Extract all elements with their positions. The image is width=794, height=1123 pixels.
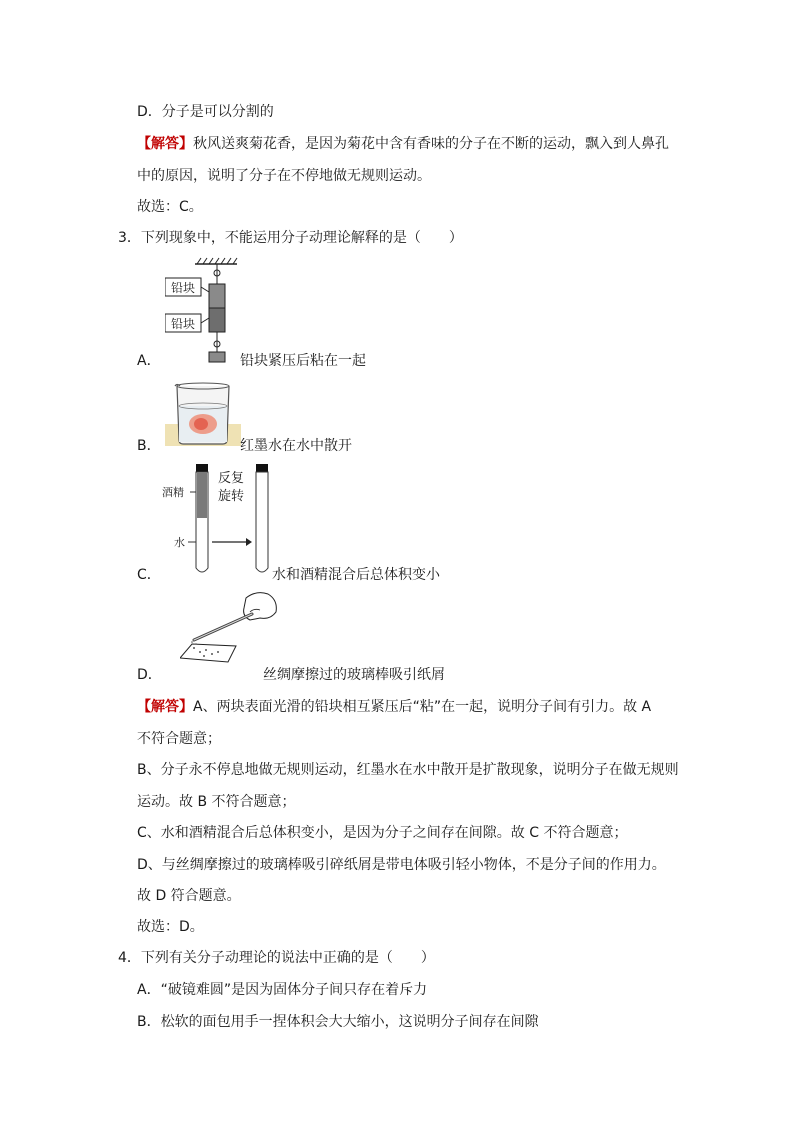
- beaker-figure: [165, 380, 241, 450]
- answer-text: A、两块表面光滑的铅块相互紧压后“粘”在一起，说明分子间有引力。故 A: [193, 699, 652, 715]
- rotate-label-2: 旋转: [218, 489, 245, 504]
- q3-answer-2: 不符合题意；: [137, 731, 221, 747]
- lead-label-1: 铅块: [171, 281, 196, 295]
- q3-option-c-label: C．: [137, 567, 161, 583]
- q3-answer-7: 故 D 符合题意。: [137, 888, 241, 904]
- q2-answer-1: [137, 134, 669, 154]
- q3-answer-6: D、与丝绸摩擦过的玻璃棒吸引碎纸屑是带电体吸引轻小物体，不是分子间的作用力。: [137, 857, 666, 873]
- q4-option-b: B．松软的面包用手一捏体积会大大缩小，这说明分子间存在间隙: [137, 1014, 539, 1030]
- alcohol-label: 酒精: [162, 486, 184, 499]
- q2-answer-2: 中的原因，说明了分子在不停地做无规则运动。: [137, 168, 431, 184]
- lead-block-figure: [165, 256, 245, 368]
- q3-answer-1: [137, 697, 651, 717]
- tube-figure: [162, 462, 282, 580]
- q3-option-a-label: A．: [137, 353, 161, 369]
- q3-option-d-label: D．: [137, 667, 162, 683]
- q2-option-d: D．分子是可以分割的: [137, 104, 274, 120]
- lead-label-2: 铅块: [171, 317, 196, 331]
- q4-stem: 4．下列有关分子动理论的说法中正确的是（ ）: [118, 950, 435, 966]
- answer-tag: 【解答】: [137, 136, 193, 152]
- q3-choice: 故选：D。: [137, 919, 204, 935]
- q3-stem: 3．下列现象中，不能运用分子动理论解释的是（ ）: [118, 230, 463, 246]
- q3-option-b-caption: 红墨水在水中散开: [240, 438, 352, 454]
- q3-option-d-caption: 丝绸摩擦过的玻璃棒吸引纸屑: [263, 667, 445, 683]
- q3-option-b-label: B．: [137, 438, 161, 454]
- answer-text: 秋风送爽菊花香，是因为菊花中含有香味的分子在不断的运动，飘入到人鼻孔: [193, 136, 669, 152]
- water-label: 水: [174, 536, 185, 549]
- q3-answer-5: C、水和酒精混合后总体积变小，是因为分子之间存在间隙。故 C 不符合题意；: [137, 825, 628, 841]
- rotate-label-1: 反复: [218, 471, 245, 486]
- q4-option-a: A．“破镜难圆”是因为固体分子间只存在着斥力: [137, 982, 428, 998]
- q2-choice: 故选：C。: [137, 199, 203, 215]
- q3-answer-3: B、分子永不停息地做无规则运动，红墨水在水中散开是扩散现象，说明分子在做无规则: [137, 762, 679, 778]
- glass-rod-figure: [180, 590, 280, 664]
- q3-option-a-caption: 铅块紧压后粘在一起: [240, 353, 366, 369]
- q3-answer-4: 运动。故 B 不符合题意；: [137, 794, 296, 810]
- answer-tag: 【解答】: [137, 699, 193, 715]
- q3-option-c-caption: 水和酒精混合后总体积变小: [272, 567, 440, 583]
